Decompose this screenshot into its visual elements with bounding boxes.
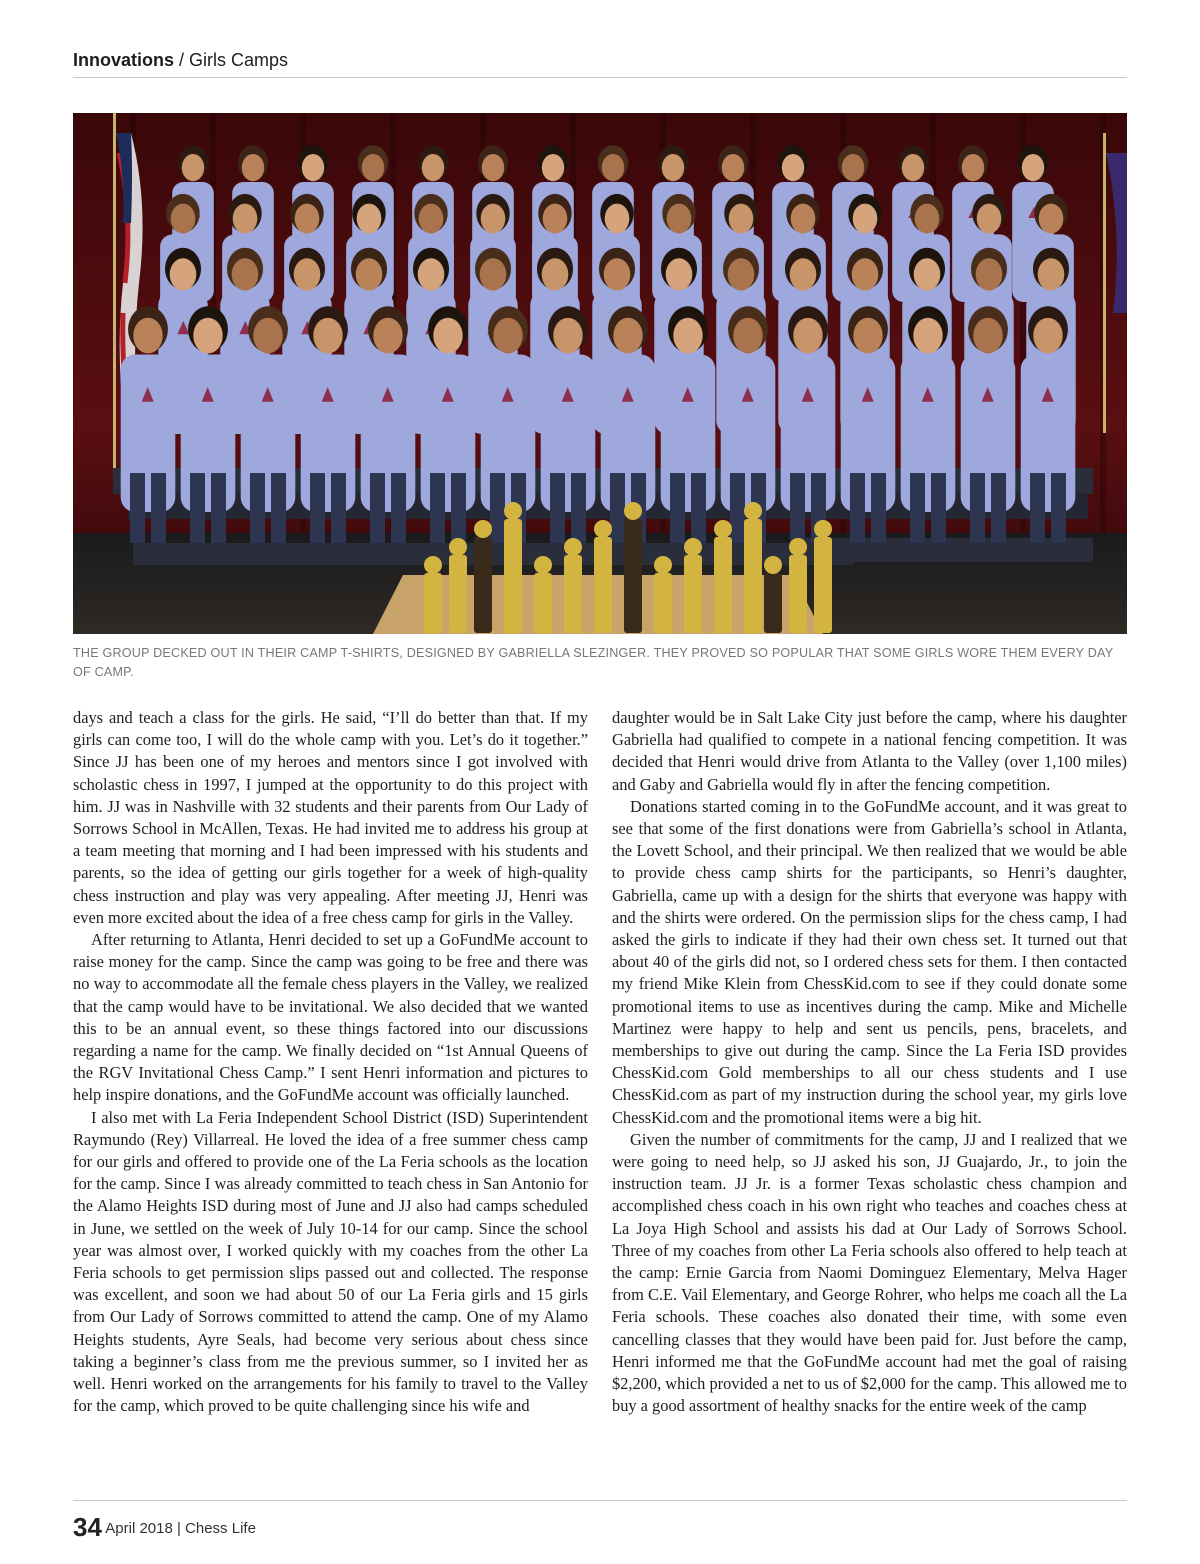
header-subsection: Girls Camps — [189, 50, 289, 70]
trophy — [624, 502, 642, 633]
right-paragraph-1: daughter would be in Salt Lake City just before the camp, where his daughter Gabriella had qualified to compete in a national fencing competition. It was decided that Henri would drive from Atlanta to the Valley (over 1,100 miles) and Gaby and Gabriella would fly in after the fencing competition. — [612, 708, 1127, 794]
trophy — [534, 556, 552, 633]
left-paragraph-3: I also met with La Feria Independent School District (ISD) Superintendent Raymundo (Rey) Villarreal. He loved the idea of a free summer chess camp for our girls and offered to provide one of the La Feria schools as the location for the camp. Since I was already committed to teach chess in San Antonio for the Alamo Heights ISD during most of June and JJ also had camps scheduled in June, we settled on the week of July 10-14 for our camp. Since the school year was almost over, I worked quickly with my coaches from the other La Feria schools to get permission slips passed out and collected. The response was excellent, and soon we had about 50 of our La Feria girls and 15 girls from Our Lady of Sorrows committed to attend the camp. One of my Alamo Heights students, Ayre Seals, had become very serious about chess since taking a beginner’s class from me the previous summer, so I invited her as well. Henri worked on the arrangements for his family to travel to the Valley for the camp, which proved to be quite challenging since his wife and — [73, 1107, 588, 1416]
page-footer — [73, 1512, 256, 1543]
article-right-column — [612, 707, 1127, 1418]
trophy — [654, 556, 672, 633]
header-section: Innovations — [73, 50, 175, 70]
right-paragraph-3: Given the number of commitments for the camp, JJ and I realized that we were going to need help, so JJ asked his son, JJ Guajardo, Jr., to join the instruction team. JJ Jr. is a former Texas scholastic chess champion and accomplished chess coach in his own right who teaches and coaches chess at La Joya High School and assists his dad at Our Lady of Sorrows School. Three of my coaches from other La Feria schools also offered to help teach at the camp: Ernie Garcia from Naomi Dominguez Elementary, Melva Hager from C.E. Vail Elementary, and George Rohrer, who helps me coach all the La Feria schools. These coaches also donated their time, with some even cancelling classes that they would have been paid for. Just before the camp, Henri informed me that the GoFundMe account had met the goal of raising $2,200, which provided a net to us of $2,000 for the camp. This allowed me to buy a good assortment of healthy snacks for the entire week of the camp — [612, 1129, 1127, 1416]
trophy — [764, 556, 782, 633]
trophy — [449, 538, 467, 633]
issue-info: April 2018 | Chess Life — [105, 1520, 256, 1537]
group-photo — [73, 113, 1127, 634]
left-paragraph-1: days and teach a class for the girls. He said, “I’ll do better than that. If my girls can come too, I will do the whole camp with you. Let’s do it together.” Since JJ has been one of my heroes and mentors since I got involved with scholastic chess in 1997, I jumped at the opportunity to do this project with him. JJ was in Nashville with 32 students and their parents from Our Lady of Sorrows School in McAllen, Texas. He had invited me to address his group at a team meeting that morning and I had been impressed with his students and parents, so the idea of getting our girls together for a week of high-quality chess instruction and play was very appealing. After meeting JJ, Henri was even more excited about the idea of a free chess camp for girls in the Valley. — [73, 708, 588, 927]
trophy — [564, 538, 582, 633]
trophy — [684, 538, 702, 633]
trophy — [504, 502, 522, 633]
trophy — [744, 502, 762, 633]
running-header — [73, 50, 1127, 78]
trophy — [424, 556, 442, 633]
left-paragraph-2: After returning to Atlanta, Henri decided to set up a GoFundMe account to raise money for the camp. Since the camp was going to be free and there was no way to accommodate all the female chess players in the Valley, we realized that the camp would have to be invitational. We also decided that we wanted this to be an annual event, so these things factored into our discussions regarding a name for the camp. We finally decided on “1st Annual Queens of the RGV Invitational Chess Camp.” I sent Henri information and pictures to help inspire donations, and the GoFundMe account was officially launched. — [73, 930, 588, 1105]
trophy — [789, 538, 807, 633]
footer-rule — [73, 1500, 1127, 1501]
article-left-column — [73, 707, 588, 1418]
right-paragraph-2: Donations started coming in to the GoFundMe account, and it was great to see that some of the first donations were from Gabriella’s school in Atlanta, the Lovett School, and their principal. We then realized that we would be able to provide chess camp shirts for the participants, so Henri’s daughter, Gabriella, came up with a design for the shirts that everyone was happy with and the shirts were ordered. On the permission slips for the chess camp, I had asked the girls to indicate if they had their own chess set. It turned out that about 40 of the girls did not, so I ordered chess sets for them. I then contacted my friend Mike Klein from ChessKid.com to see if they could donate some promotional items to use as incentives during the camp. Mike and Michelle Martinez were happy to help and sent us pencils, pens, bracelets, and memberships to give out during the camp. Since the La Feria ISD provides ChessKid.com Gold memberships to all our chess students and I use ChessKid.com as part of my instruction during the school year, my girls love ChessKid.com and the promotional items were a big hit. — [612, 796, 1127, 1127]
header-separator: / — [174, 50, 190, 70]
photo-caption: THE GROUP DECKED OUT IN THEIR CAMP T-SHIRTS, DESIGNED BY GABRIELLA SLEZINGER. THEY PROVED SO POPULAR THAT SOME GIRLS WORE THEM EVERY DAY OF CAMP. — [73, 646, 1114, 679]
page-number: 34 — [73, 1512, 102, 1542]
